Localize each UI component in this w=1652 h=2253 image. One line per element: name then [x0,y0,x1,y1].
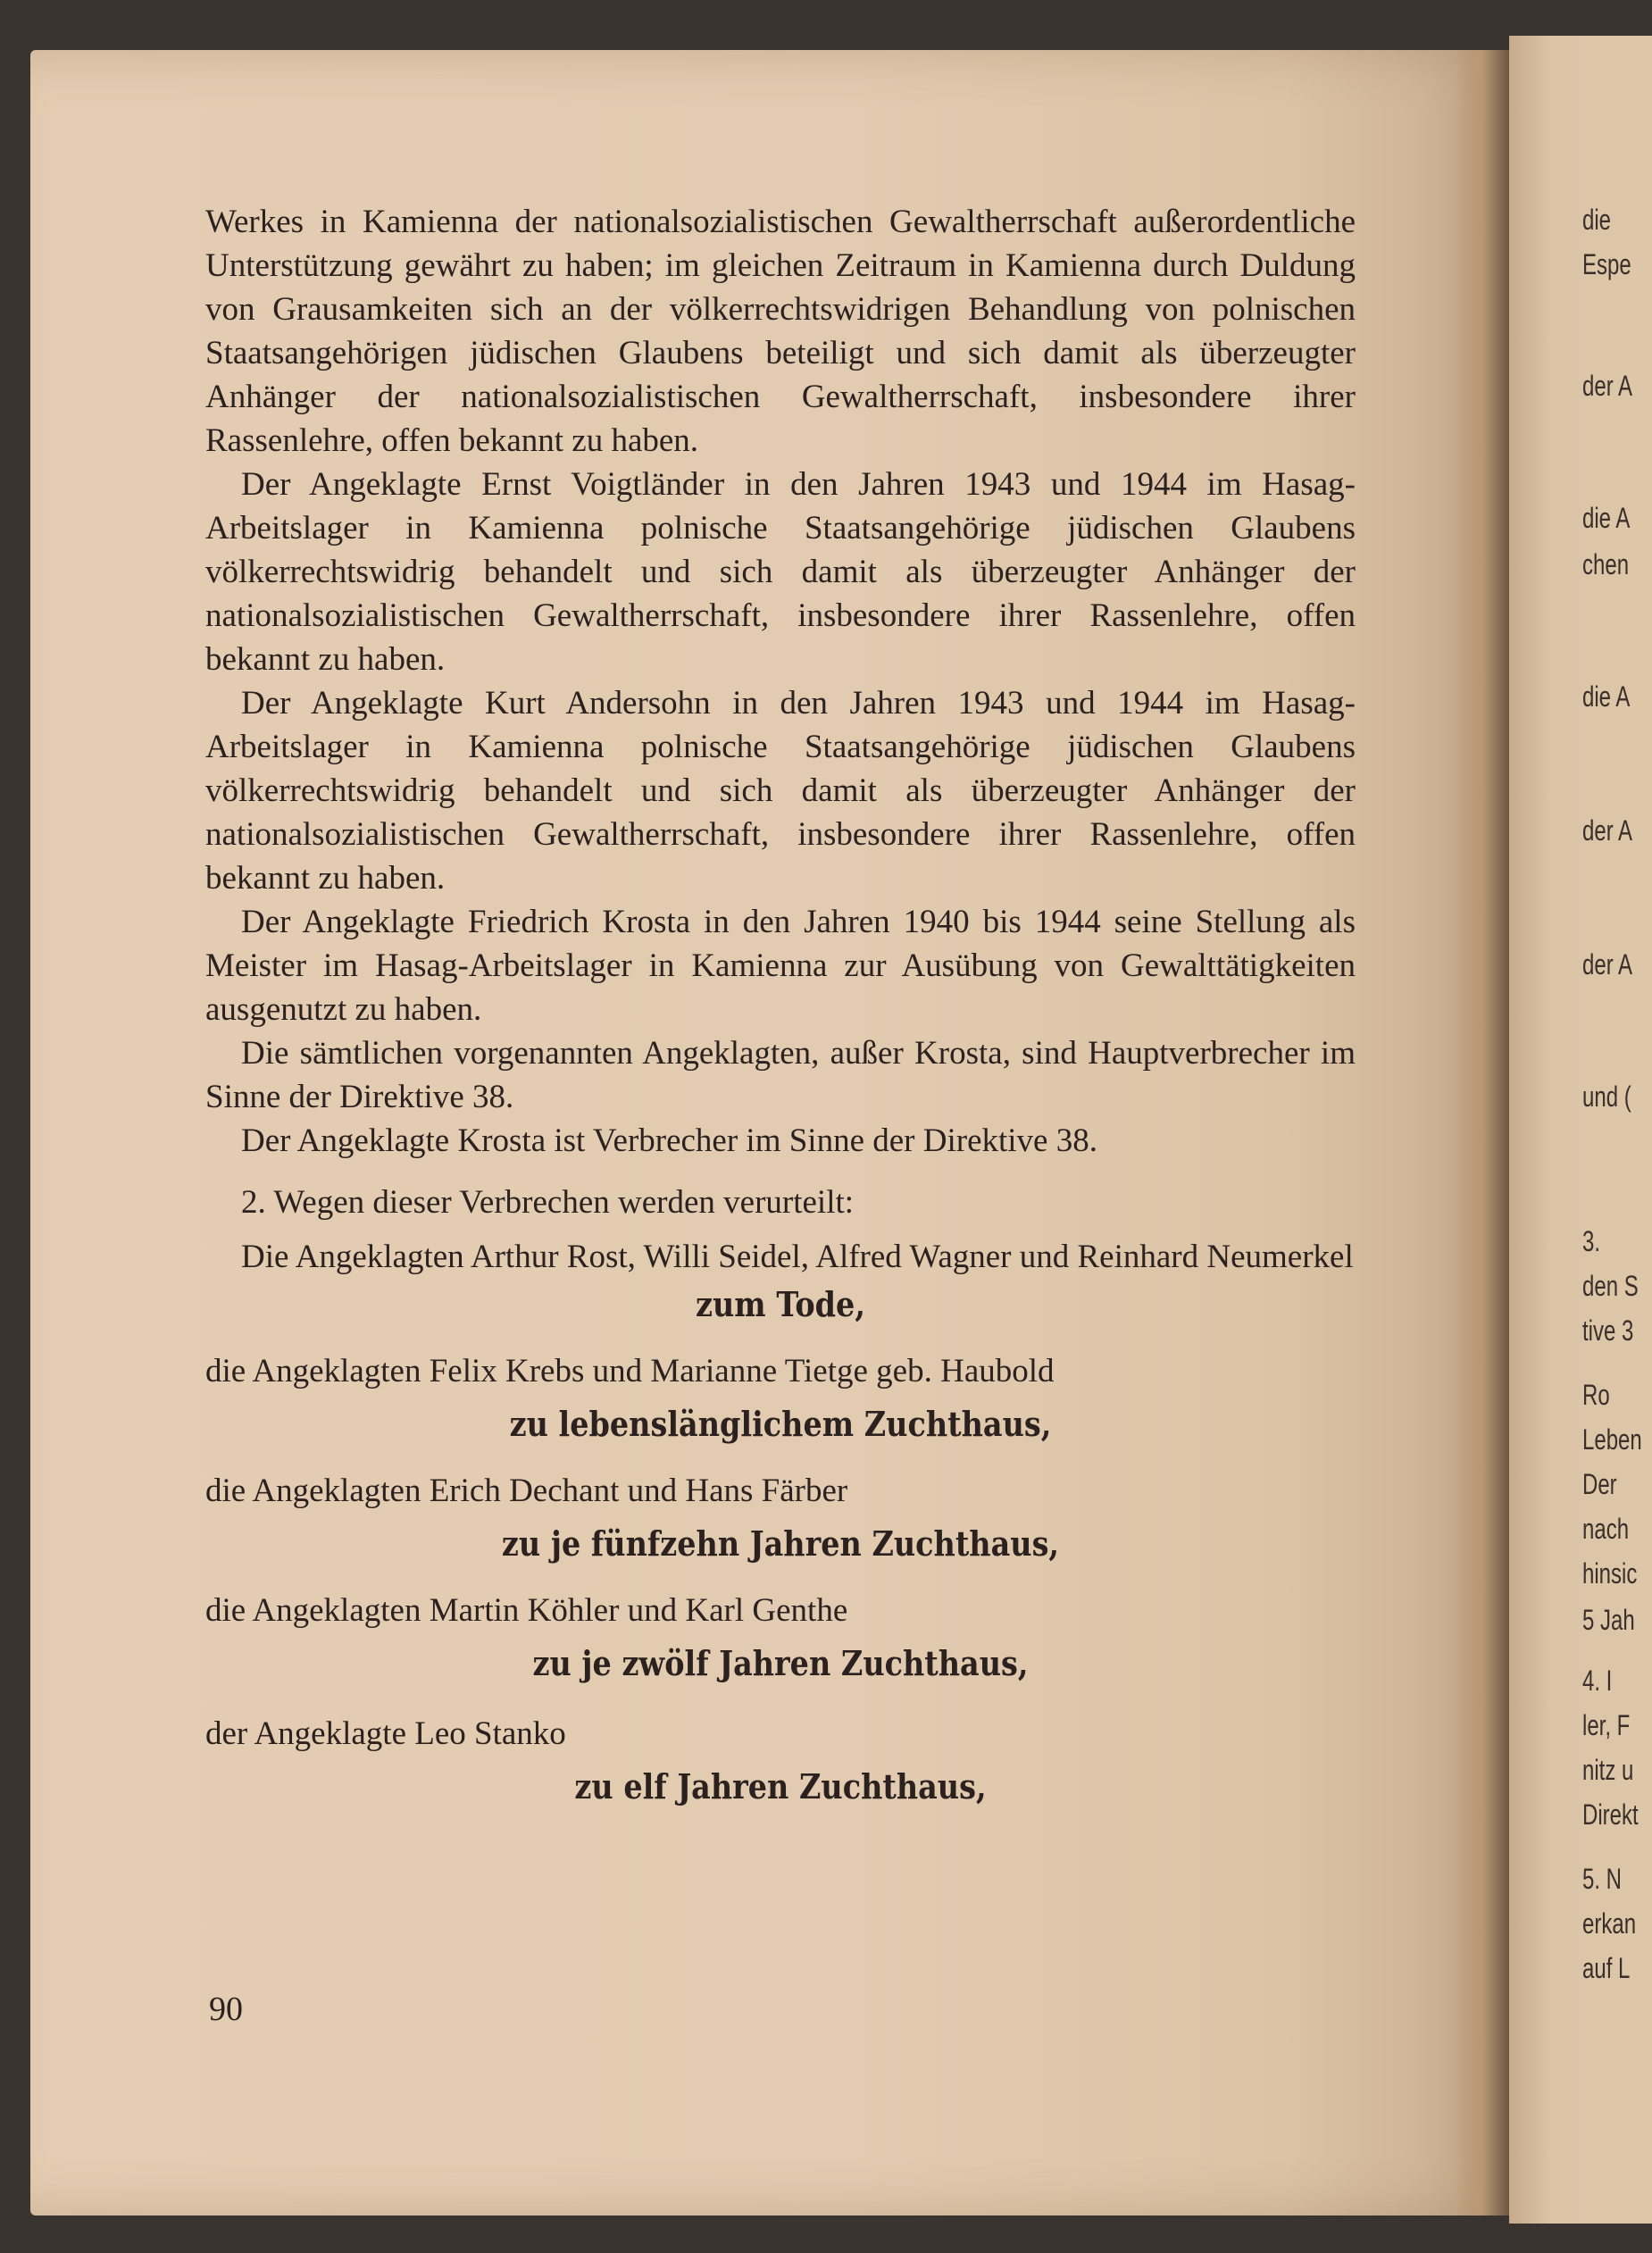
fragment: chen [1582,548,1630,580]
paragraph: Der Angeklagte Kurt Andersohn in den Jahren 1943 und 1944 im Hasag-Arbeitslager in Kamienna polnische Staatsangehörige jüdischen Glaubens völkerrechtswidrig behandelt und sich damit als überzeugter Anhänger der nationalsozialistischen Gewaltherrschaft, insbesondere ihrer Rassenlehre, offen bekannt zu haben. [205,685,1356,897]
sentence-defendants: Die Angeklagten Arthur Rost, Willi Seidel, Alfred Wagner und Reinhard Neumerkel [241,1239,1354,1275]
sentence-verdict: zu je zwölf Jahren Zuchthaus, [532,1643,1029,1683]
fragment: tive 3 [1582,1314,1634,1347]
sentence-verdict: zum Tode, [696,1284,865,1324]
section-heading: 2. Wegen dieser Verbrechen werden verurteilt: [241,1184,855,1221]
fragment: der A [1582,814,1633,847]
fragment: nach [1582,1513,1630,1545]
sentence-defendants: der Angeklagte Leo Stanko [205,1715,566,1752]
fragment: hinsic [1582,1557,1638,1590]
fragment: nitz u [1582,1754,1634,1786]
fragment: Der [1582,1468,1617,1500]
page-number: 90 [209,1990,243,2028]
fragment: auf L [1582,1952,1631,1984]
fragment: erkan [1582,1907,1637,1940]
paragraph: Der Angeklagte Ernst Voigtländer in den Jahren 1943 und 1944 im Hasag-Arbeitslager in Kamienna polnische Staatsangehörige jüdischen Glaubens völkerrechtswidrig behandelt und sich damit als überzeugter Anhänger der nationalsozialistischen Gewaltherrschaft, insbesondere ihrer Rassenlehre, offen bekannt zu haben. [205,466,1356,678]
paragraph: Der Angeklagte Friedrich Krosta in den Jahren 1940 bis 1944 seine Stellung als Meister im Hasag-Arbeitslager in Kamienna zur Ausübung von Gewalttätigkeiten ausgenutzt zu haben. [205,904,1356,1028]
sentence-defendants: die Angeklagten Felix Krebs und Marianne Tietge geb. Haubold [205,1353,1055,1389]
fragment: Ro [1582,1379,1610,1411]
facing-page-edge [1509,36,1652,2224]
fragment: der A [1582,370,1633,402]
fragment: den S [1582,1270,1639,1302]
fragment: 5 Jah [1582,1604,1635,1636]
fragment: ler, F [1582,1709,1631,1741]
paragraph: Werkes in Kamienna der nationalsozialistischen Gewaltherrschaft außerordentliche Unterstützung gewährt zu haben; im gleichen Zeitraum in Kamienna durch Duldung von Grausamkeiten sich an der völkerrechtswidrigen Behandlung von polnischen Staatsangehörigen jüdischen Glaubens beteiligt und sich damit als überzeugter Anhänger der nationalsozialistischen Gewaltherrschaft, insbesondere ihrer Rassenlehre, offen bekannt zu haben. [205,204,1356,459]
sentence-verdict: zu elf Jahren Zuchthaus, [574,1766,987,1807]
sentence-verdict: zu je fünfzehn Jahren Zuchthaus, [501,1523,1060,1564]
fragment: und ( [1582,1081,1631,1113]
fragment: die A [1582,502,1631,534]
fragment: die [1582,204,1612,236]
fragment: 3. [1582,1225,1601,1257]
fragment: Leben [1582,1423,1642,1456]
book-gutter [1456,50,1509,2215]
fragment: 4. I [1582,1665,1613,1697]
sentence-defendants: die Angeklagten Erich Dechant und Hans Färber [205,1473,848,1509]
fragment: Direkt [1582,1798,1639,1831]
sentence-verdict: zu lebenslänglichem Zuchthaus, [509,1404,1052,1444]
page-body [205,200,1356,1808]
fragment: Espe [1582,248,1631,280]
paragraph: Die sämtlichen vorgenannten Angeklagten, außer Krosta, sind Hauptverbrecher im Sinne der Direktive 38. [205,1035,1356,1115]
fragment: die A [1582,680,1631,713]
sentence-defendants: die Angeklagten Martin Köhler und Karl Genthe [205,1592,848,1629]
fragment: 5. N [1582,1863,1623,1895]
fragment: der A [1582,948,1633,980]
paragraph: Der Angeklagte Krosta ist Verbrecher im Sinne der Direktive 38. [241,1122,1097,1159]
